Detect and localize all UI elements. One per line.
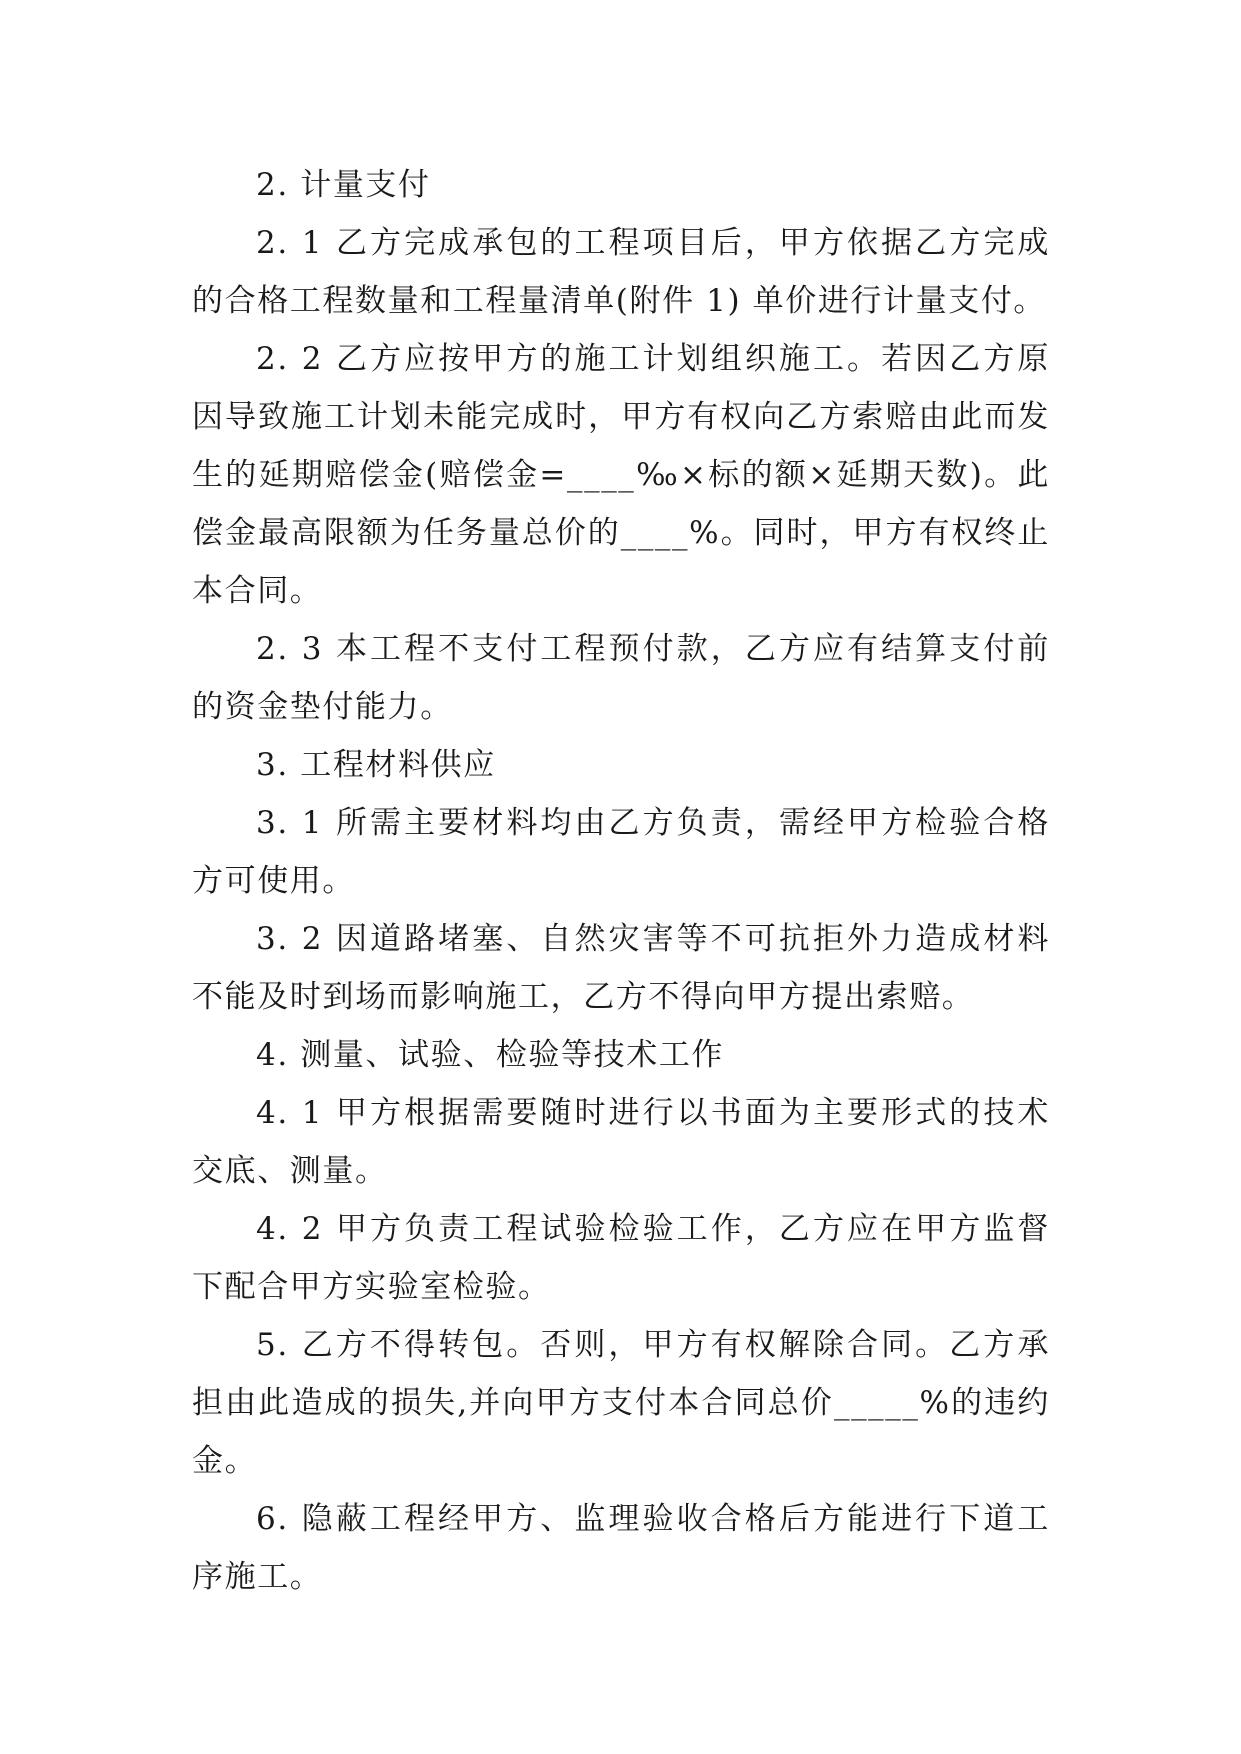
clause-3-1: 3. 1 所需主要材料均由乙方负责，需经甲方检验合格方可使用。 [192, 805, 1050, 899]
clause-6: 6. 隐蔽工程经甲方、监理验收合格后方能进行下道工序施工。 [192, 1501, 1050, 1595]
clause-4-2: 4. 2 甲方负责工程试验检验工作，乙方应在甲方监督下配合甲方实验室检验。 [192, 1211, 1050, 1305]
clause-2-2: 2. 2 乙方应按甲方的施工计划组织施工。若因乙方原因导致施工计划未能完成时，甲方有权向乙方索赔由此而发生的延期赔偿金(赔偿金=____‰×标的额×延期天数)。此偿金最高限额为任务量总价的____%。同时，甲方有权终止本合同。 [192, 341, 1050, 609]
clause-2-1: 2. 1 乙方完成承包的工程项目后，甲方依据乙方完成的合格工程数量和工程量清单(附件 1) 单价进行计量支付。 [192, 225, 1050, 319]
clause-4-1: 4. 1 甲方根据需要随时进行以书面为主要形式的技术交底、测量。 [192, 1095, 1050, 1189]
section-heading-materials: 3. 工程材料供应 [256, 747, 496, 783]
document-body [192, 156, 1050, 1606]
section-heading-technical: 4. 测量、试验、检验等技术工作 [256, 1037, 725, 1073]
clause-5: 5. 乙方不得转包。否则，甲方有权解除合同。乙方承担由此造成的损失,并向甲方支付本合同总价_____%的违约金。 [192, 1327, 1050, 1479]
clause-2-3: 2. 3 本工程不支付工程预付款，乙方应有结算支付前的资金垫付能力。 [192, 631, 1050, 725]
section-heading-payment: 2. 计量支付 [256, 167, 431, 203]
clause-3-2: 3. 2 因道路堵塞、自然灾害等不可抗拒外力造成材料不能及时到场而影响施工，乙方不得向甲方提出索赔。 [192, 921, 1050, 1015]
